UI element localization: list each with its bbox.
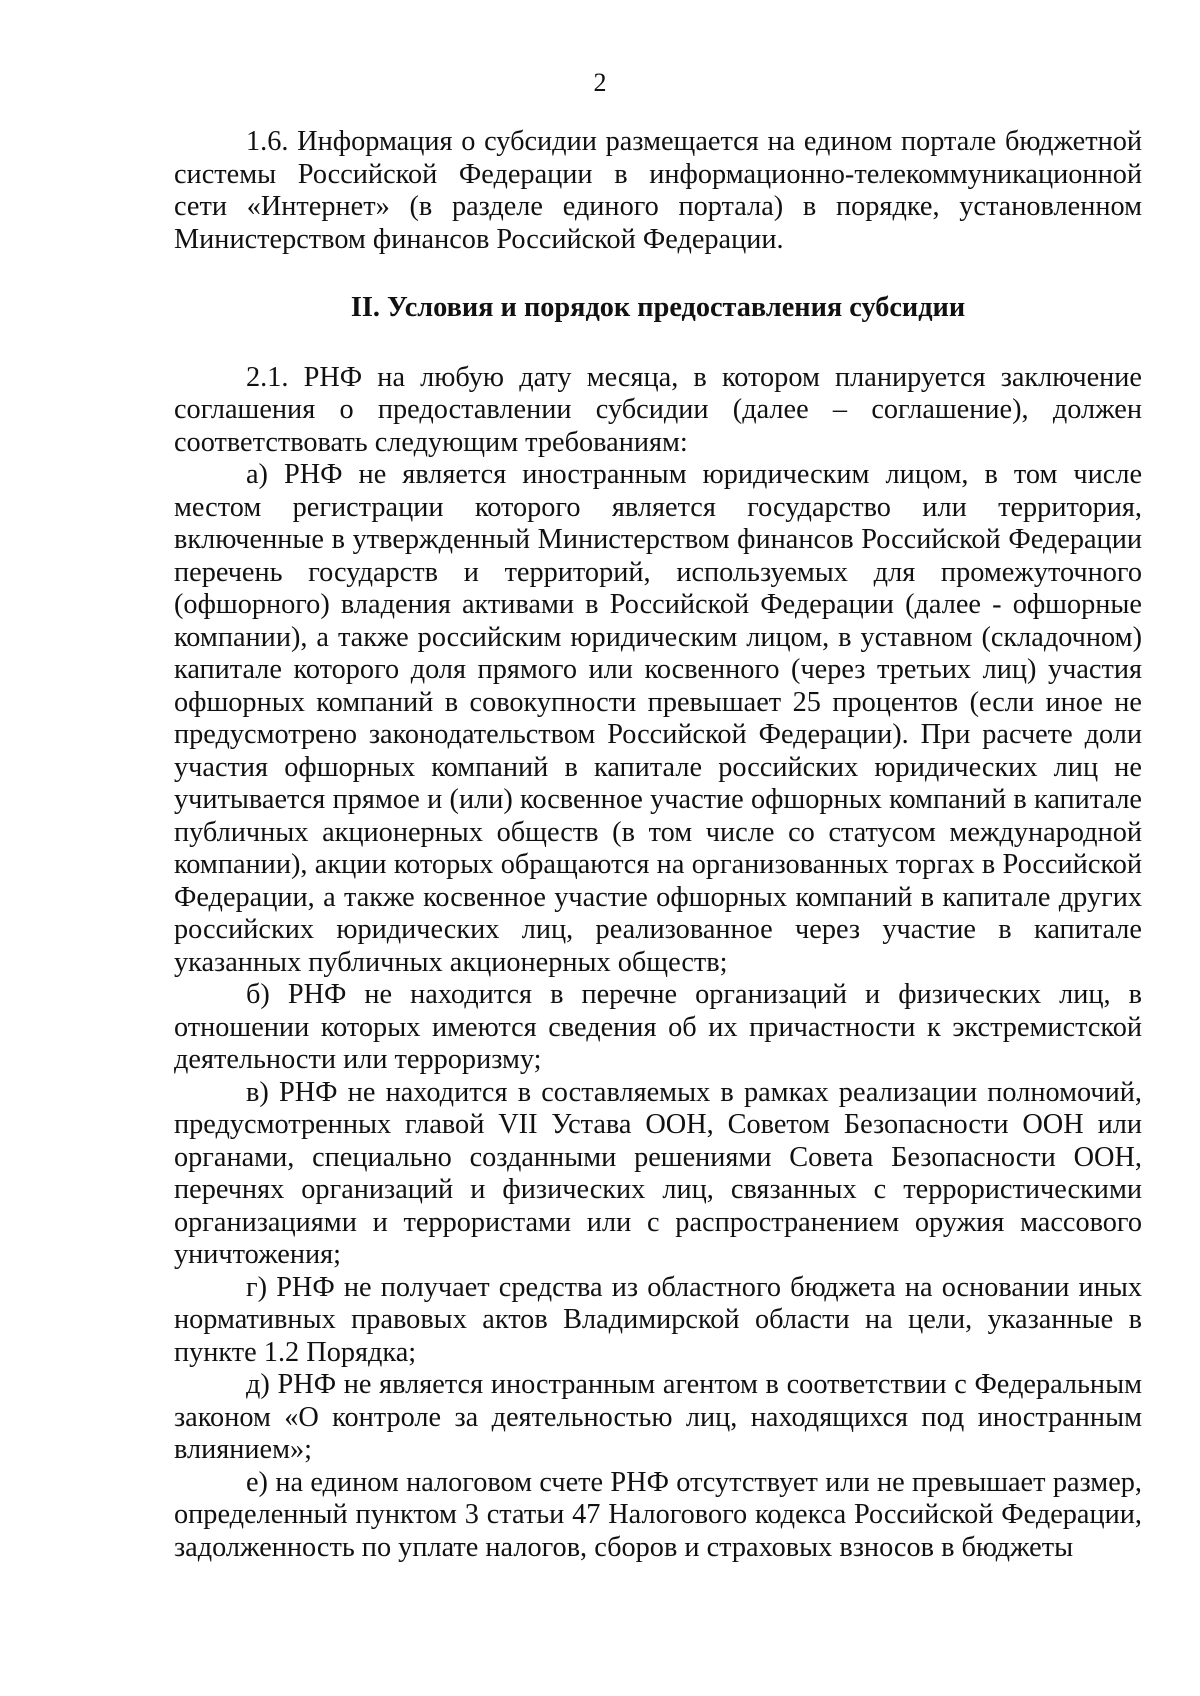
requirement-item-v: в) РНФ не находится в составляемых в рамках реализации полномочий, предусмотренных главой VII Устава ООН, Советом Безопасности ООН или органами, специально созданными решениями Совета Безопасности ООН, перечнях организаций и физических лиц, связанных с террористическими организациями и террористами или с распространением оружия массового уничтожения;	[174, 1076, 1142, 1270]
requirement-item-g: г) РНФ не получает средства из областного бюджета на основании иных нормативных правовых актов Владимирской области на цели, указанные в пункте 1.2 Порядка;	[174, 1271, 1142, 1368]
page-number: 2	[593, 68, 607, 97]
requirement-item-e: е) на едином налоговом счете РНФ отсутствует или не превышает размер, определенный пунктом 3 статьи 47 Налогового кодекса Российской Федерации, задолженность по уплате налогов, сборов и страховых взносов в бюджеты	[174, 1466, 1142, 1563]
paragraph-1-6: 1.6. Информация о субсидии размещается на едином портале бюджетной системы Российской Федерации в информационно-телекоммуникационной сети «Интернет» (в разделе единого портала) в порядке, установленном Министерством финансов Российской Федерации.	[174, 126, 1142, 255]
requirement-item-b: б) РНФ не находится в перечне организаций и физических лиц, в отношении которых имеются сведения об их причастности к экстремистской деятельности или терроризму;	[174, 979, 1142, 1075]
paragraph-2-1: 2.1. РНФ на любую дату месяца, в котором планируется заключение соглашения о предоставлении субсидии (далее – соглашение), должен соответствовать следующим требованиям:	[174, 361, 1142, 458]
section-2-heading: II. Условия и порядок предоставления субсидии	[350, 292, 966, 323]
document-body	[174, 126, 1142, 1564]
requirement-item-d: д) РНФ не является иностранным агентом в соответствии с Федеральным законом «О контроле за деятельностью лиц, находящихся под иностранным влиянием»;	[174, 1369, 1142, 1465]
requirement-item-a: а) РНФ не является иностранным юридическим лицом, в том числе местом регистрации которого является государство или территория, включенные в утвержденный Министерством финансов Российской Федерации перечень государств и территорий, используемых для промежуточного (офшорного) владения активами в Российской Федерации (далее - офшорные компании), а также российским юридическим лицом, в уставном (складочном) капитале которого доля прямого или косвенного (через третьих лиц) участия офшорных компаний в совокупности превышает 25 процентов (если иное не предусмотрено законодательством Российской Федерации). При расчете доли участия офшорных компаний в капитале российских юридических лиц не учитывается прямое и (или) косвенное участие офшорных компаний в капитале публичных акционерных обществ (в том числе со статусом международной компании), акции которых обращаются на организованных торгах в Российской Федерации, а также косвенное участие офшорных компаний в капитале других российских юридических лиц, реализованное через участие в капитале указанных публичных акционерных обществ;	[174, 459, 1142, 978]
